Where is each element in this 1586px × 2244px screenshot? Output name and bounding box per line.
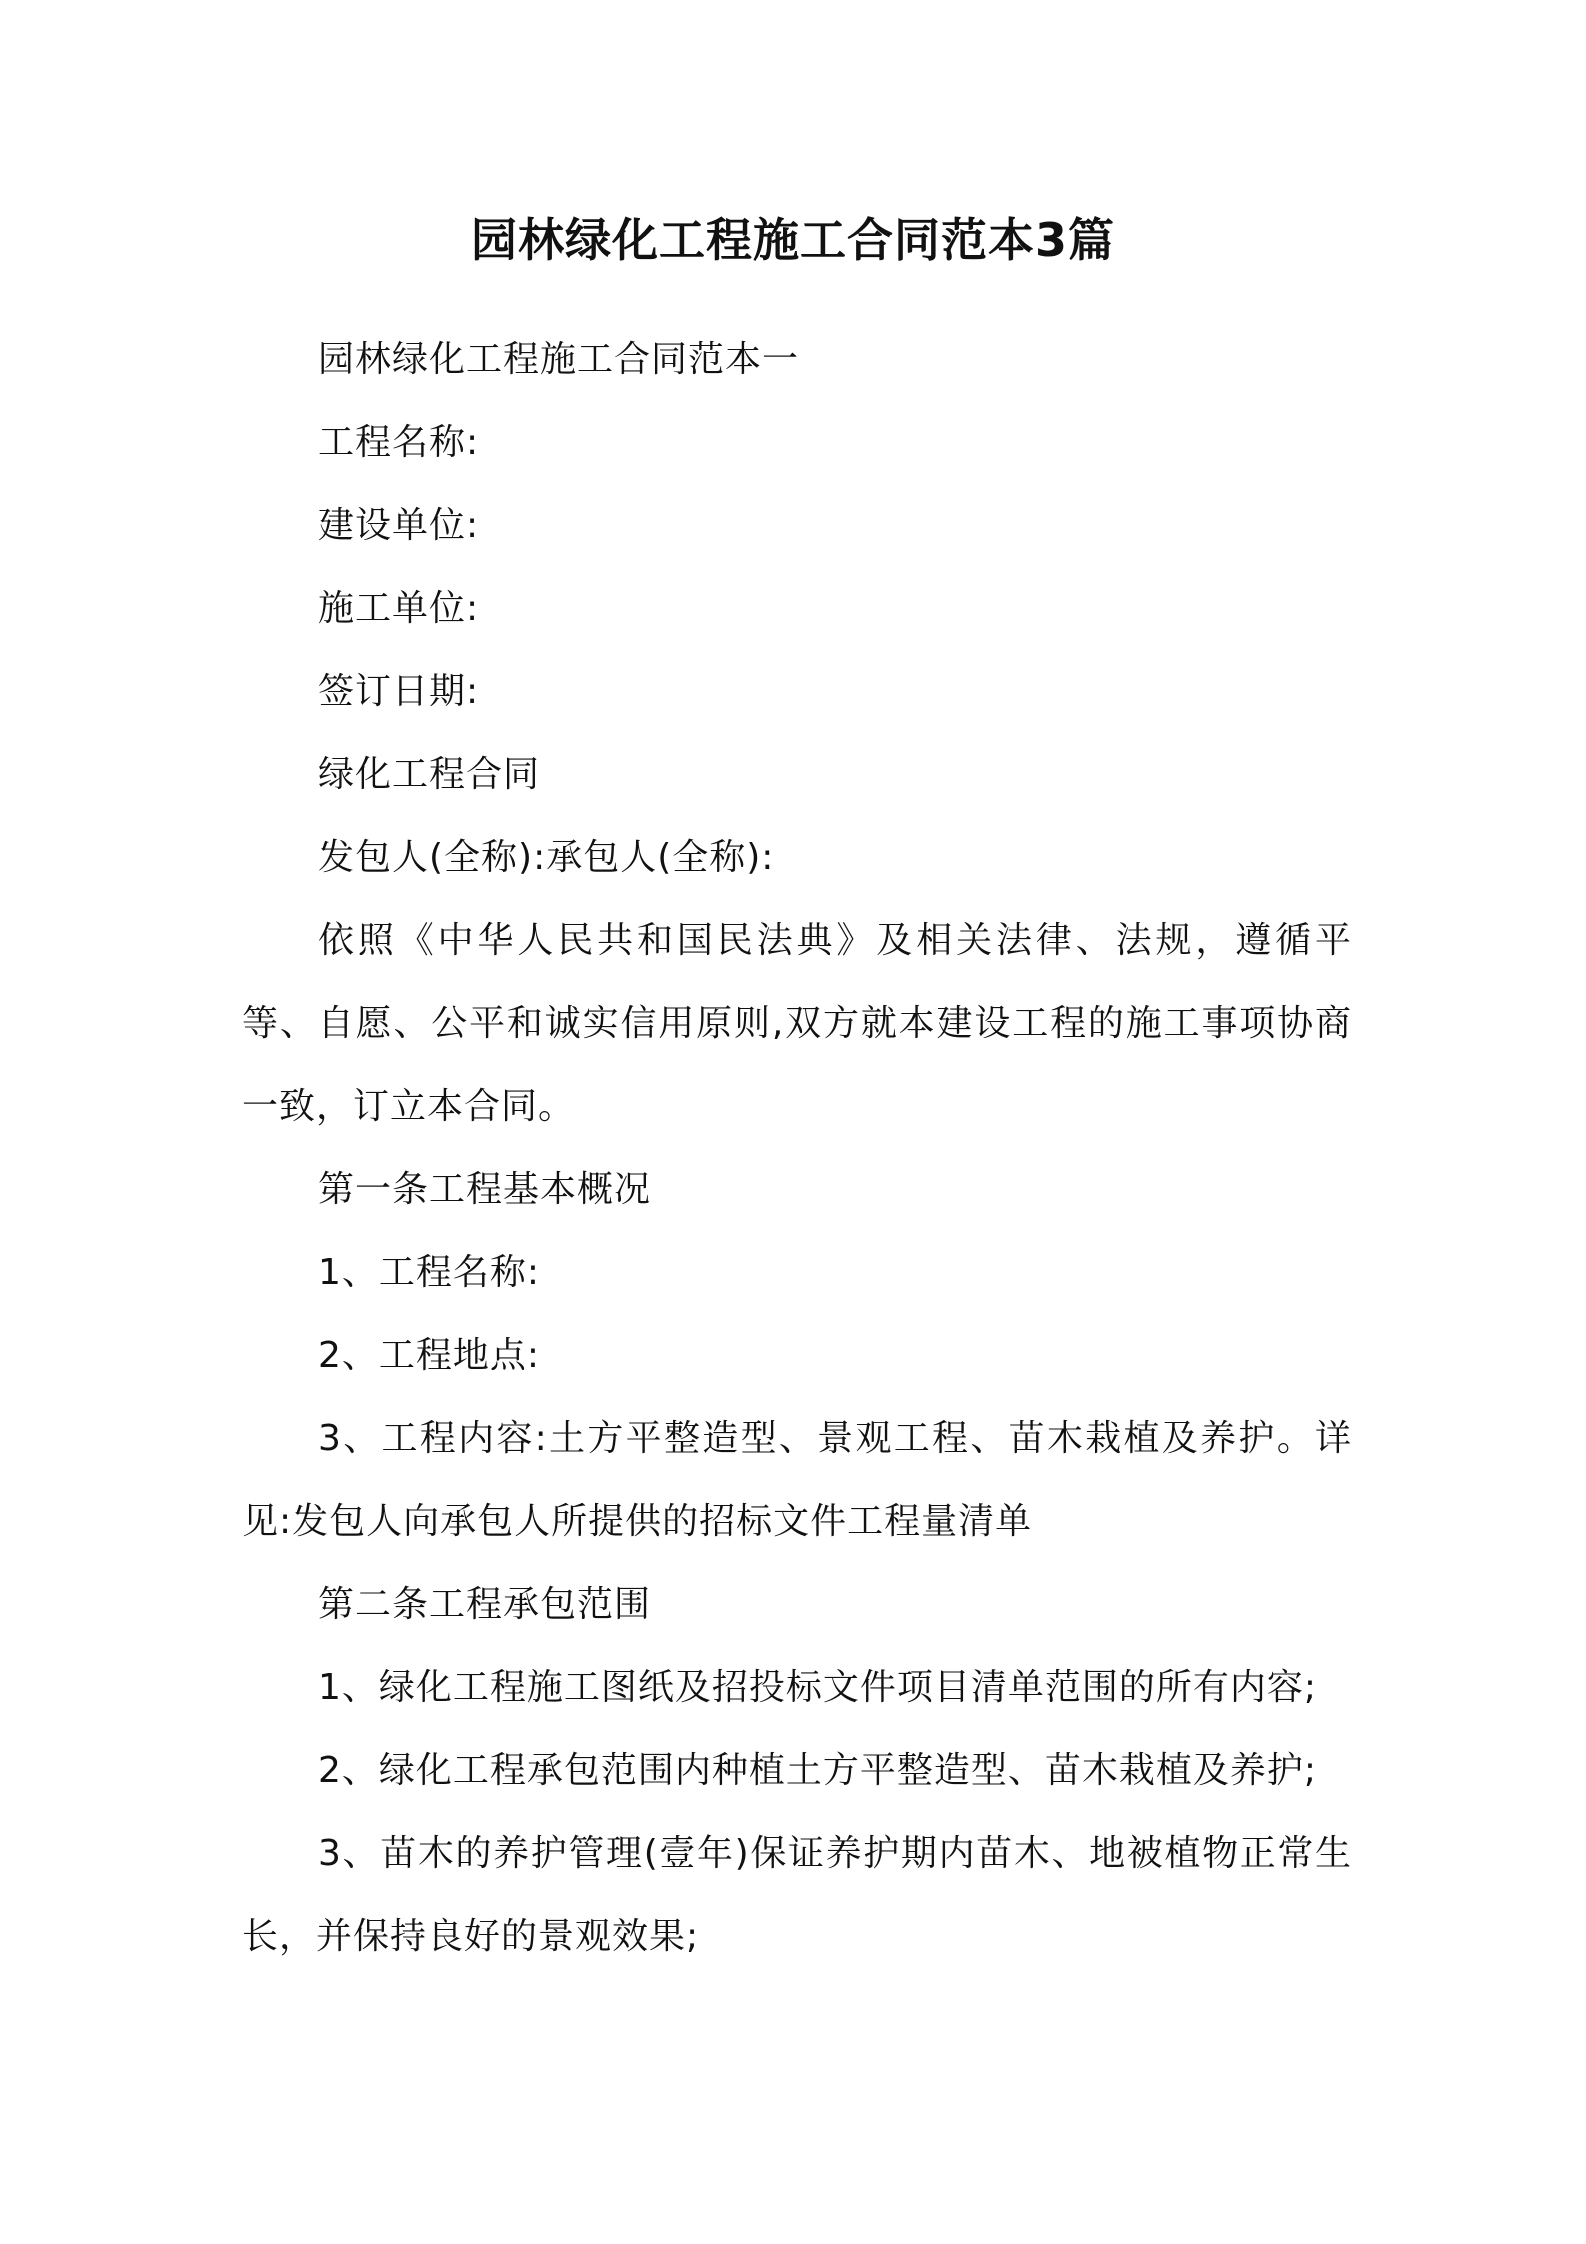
paragraph-contract-heading: 绿化工程合同 bbox=[318, 754, 541, 795]
paragraph-construction-unit: 建设单位: bbox=[318, 505, 480, 546]
paragraph-parties: 发包人(全称):承包人(全称): bbox=[318, 837, 775, 878]
paragraph-sample-heading: 园林绿化工程施工合同范本一 bbox=[318, 339, 800, 380]
paragraph-preamble: 依照《中华人民共和国民法典》及相关法律、法规，遵循平等、自愿、公平和诚实信用原则,双方就本建设工程的施工事项协商一致，订立本合同。 bbox=[242, 920, 1352, 1127]
paragraph-article-2-heading: 第二条工程承包范围 bbox=[318, 1584, 652, 1625]
document-title: 园林绿化工程施工合同范本3篇 bbox=[470, 213, 1115, 267]
paragraph-article-1-heading: 第一条工程基本概况 bbox=[318, 1169, 652, 1210]
paragraph-article-1-item-2: 2、工程地点: bbox=[318, 1335, 541, 1376]
paragraph-article-1-item-3: 3、工程内容:土方平整造型、景观工程、苗木栽植及养护。详见:发包人向承包人所提供的招标文件工程量清单 bbox=[242, 1418, 1352, 1542]
paragraph-article-1-item-1: 1、工程名称: bbox=[318, 1252, 541, 1293]
paragraph-contractor-unit: 施工单位: bbox=[318, 588, 480, 629]
paragraph-project-name: 工程名称: bbox=[318, 422, 480, 463]
document-body bbox=[242, 318, 1352, 1978]
paragraph-article-2-item-1: 1、绿化工程施工图纸及招投标文件项目清单范围的所有内容; bbox=[318, 1667, 1318, 1708]
paragraph-article-2-item-3: 3、苗木的养护管理(壹年)保证养护期内苗木、地被植物正常生长，并保持良好的景观效果; bbox=[242, 1833, 1352, 1957]
paragraph-signing-date: 签订日期: bbox=[318, 671, 480, 712]
paragraph-article-2-item-2: 2、绿化工程承包范围内种植土方平整造型、苗木栽植及养护; bbox=[318, 1750, 1318, 1791]
